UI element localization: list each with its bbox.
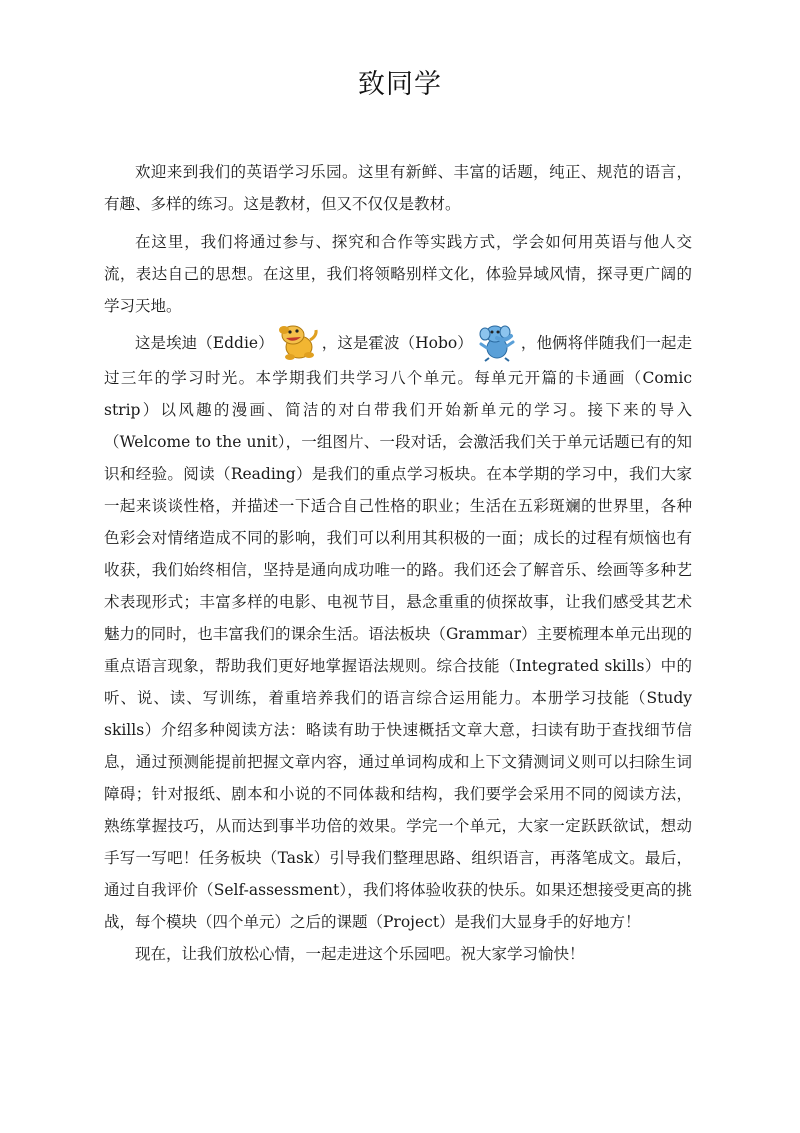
paragraph-4: 现在，让我们放松心情，一起走进这个乐园吧。祝大家学习愉快！ (135, 945, 585, 963)
paragraph-3-intro-hobo: ，这是霍波（Hobo） (321, 334, 473, 352)
paragraph-3-main: ，他俩将伴随我们一起走过三年的学习时光。本学期我们共学习八个单元。每单元开篇的卡通画（Comic strip）以风趣的漫画、简洁的对白带我们开始新单元的学习。接下来的导入（Welcome to the unit），一组图片、一段对话，会激活我们关于单元话题已有的知识和经验。阅读（Reading）是我们的重点学习板块。在本学期的学习中，我们大家一起来谈谈性格，并描述一下适合自己性格的职业；生活在五彩斑斓的世界里，各种色彩会对情绪造成不同的影响，我们可以利用其积极的一面；成长的过程有烦恼也有收获，我们始终相信，坚持是通向成功唯一的路。我们还会了解音乐、绘画等多种艺术表现形式；丰富多样的电影、电视节目，悬念重重的侦探故事，让我们感受其艺术魅力的同时，也丰富我们的课余生活。语法板块（Grammar）主要梳理本单元出现的重点语言现象，帮助我们更好地掌握语法规则。综合技能（Integrated skills）中的听、说、读、写训练，着重培养我们的语言综合运用能力。本册学习技能（Study skills）介绍多种阅读方法：略读有助于快速概括文章大意，扫读有助于查找细节信息，通过预测能提前把握文章内容，通过单词构成和上下文猜测词义则可以扫除生词障碍；针对报纸、剧本和小说的不同体裁和结构，我们要学会采用不同的阅读方法，熟练掌握技巧，从而达到事半功倍的效果。学完一个单元，大家一定跃跃欲试，想动手写一写吧！任务板块（Task）引导我们整理思路、组织语言，再落笔成文。最后，通过自我评价（Self-assessment），我们将体验收获的快乐。如果还想接受更高的挑战，每个模块（四个单元）之后的课题（Project）是我们大显身手的好地方！ (104, 334, 692, 931)
paragraph-2: 在这里，我们将通过参与、探究和合作等实践方式，学会如何用英语与他人交流，表达自己的思想。在这里，我们将领略别样文化，体验异域风情，探寻更广阔的学习天地。 (104, 233, 692, 315)
hobo-elephant-mascot-icon (475, 322, 519, 362)
paragraph-3-intro-eddie: 这是埃迪（Eddie） (135, 334, 274, 352)
paragraph-3 (104, 322, 692, 938)
page-title: 致同学 (358, 69, 442, 100)
paragraph-1: 欢迎来到我们的英语学习乐园。这里有新鲜、丰富的话题，纯正、规范的语言，有趣、多样的练习。这是教材，但又不仅仅是教材。 (104, 163, 692, 213)
letter-body (104, 156, 692, 976)
eddie-dog-mascot-icon (276, 322, 320, 362)
